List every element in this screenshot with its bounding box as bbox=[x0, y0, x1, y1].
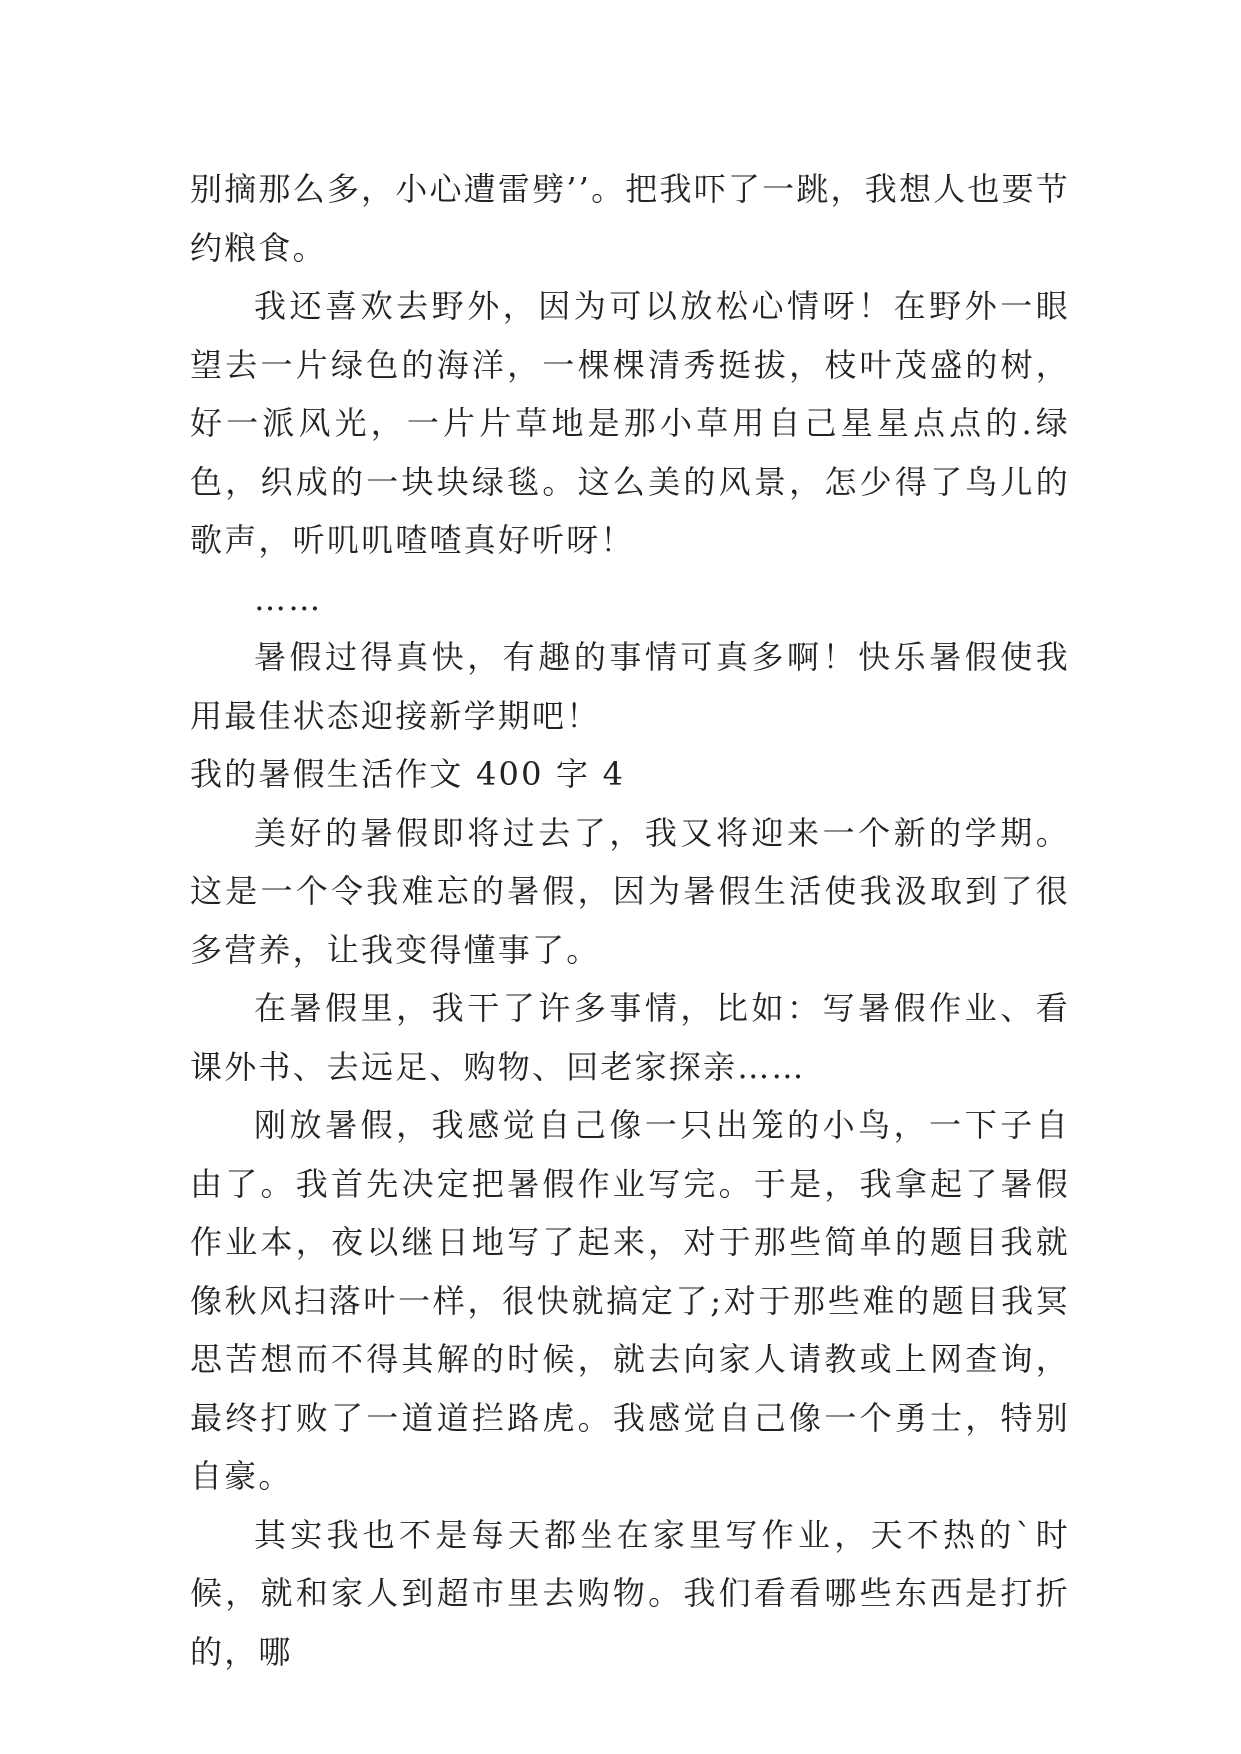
paragraph-shopping: 其实我也不是每天都坐在家里写作业，天不热的`时候，就和家人到超市里去购物。我们看看哪些东西是打折的，哪 bbox=[190, 1515, 1070, 1671]
document-body bbox=[190, 160, 1070, 1681]
paragraph-homework: 刚放暑假，我感觉自己像一只出笼的小鸟，一下子自由了。我首先决定把暑假作业写完。于是，我拿起了暑假作业本，夜以继日地写了起来，对于那些简单的题目我就像秋风扫落叶一样，很快就搞定了;对于那些难的题目我冥思苦想而不得其解的时候，就去向家人请教或上网查询，最终打败了一道道拦路虎。我感觉自己像一个勇士，特别自豪。 bbox=[190, 1106, 1070, 1495]
paragraph-activities: 在暑假里，我干了许多事情，比如：写暑假作业、看课外书、去远足、购物、回老家探亲…… bbox=[190, 989, 1070, 1086]
paragraph-conclusion: 暑假过得真快，有趣的事情可真多啊！快乐暑假使我用最佳状态迎接新学期吧！ bbox=[190, 638, 1070, 735]
paragraph-ellipsis: …… bbox=[254, 579, 323, 618]
paragraph-continuation: 别摘那么多，小心遭雷劈’’。把我吓了一跳，我想人也要节约粮食。 bbox=[190, 170, 1070, 267]
essay-heading: 我的暑假生活作文 400 字 4 bbox=[190, 755, 626, 793]
paragraph-outdoors: 我还喜欢去野外，因为可以放松心情呀！在野外一眼望去一片绿色的海洋，一棵棵清秀挺拔，枝叶茂盛的树，好一派风光，一片片草地是那小草用自己星星点点的.绿色，织成的一块块绿毯。这么美的风景，怎少得了鸟儿的歌声，听叽叽喳喳真好听呀！ bbox=[190, 287, 1070, 559]
paragraph-intro: 美好的暑假即将过去了，我又将迎来一个新的学期。这是一个令我难忘的暑假，因为暑假生活使我汲取到了很多营养，让我变得懂事了。 bbox=[190, 813, 1070, 969]
